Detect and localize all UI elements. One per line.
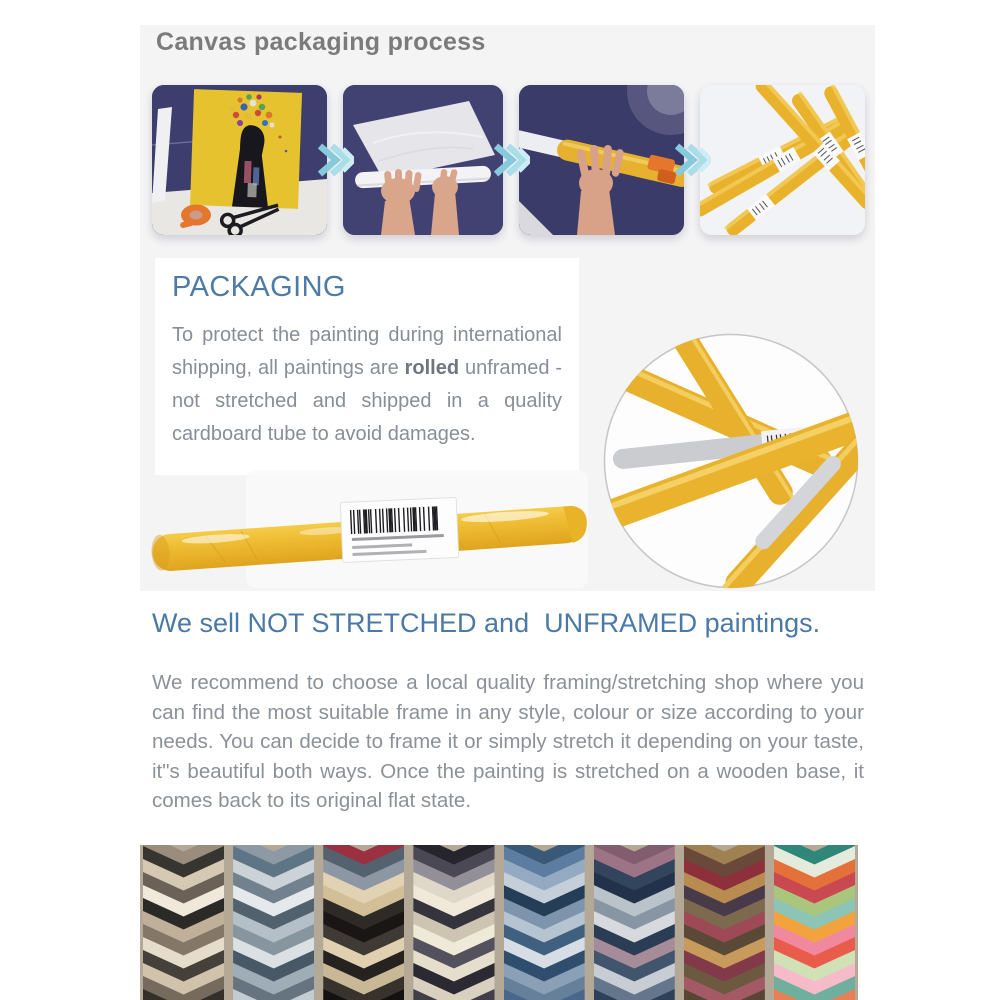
- rolled-tubes-circle-photo: [602, 332, 860, 590]
- taping-tube-illustration: [519, 85, 684, 235]
- process-steps-row: [152, 84, 865, 236]
- process-photo-4: [700, 85, 865, 235]
- sell-heading: We sell NOT STRETCHED and UNFRAMED paintings.: [152, 608, 821, 638]
- frame-corner-column: [413, 845, 494, 1000]
- wrapped-tubes-illustration: [700, 85, 865, 235]
- packaging-body: To protect the painting during international shipping, all paintings are rolled unframed - not stretched and shipped in a quality cardboard tube to avoid damages.: [172, 324, 562, 445]
- rolling-paper-illustration: [343, 85, 503, 235]
- chevron-right-icon: [503, 137, 519, 183]
- process-photo-1: [152, 85, 327, 235]
- rolled-tube-photo: [146, 468, 594, 592]
- process-photo-2: [343, 85, 503, 235]
- frame-corner-column: [323, 845, 404, 1000]
- frame-corner-column: [594, 845, 675, 1000]
- painting-scissors-illustration: [152, 85, 327, 235]
- packaging-card: [155, 258, 579, 475]
- framing-recommendation-paragraph: We recommend to choose a local quality framing/stretching shop where you can find the most suitable frame in any style, colour or size according to your needs. You can decide to frame it or simply stretch it depending on your taste, it"s beautiful both ways. Once the painting is stretched on a wooden base, it comes back to its original flat state.: [152, 671, 864, 812]
- chevron-right-icon: [327, 137, 343, 183]
- frame-corner-samples-photo: [140, 845, 858, 1000]
- frame-corner-column: [504, 845, 585, 1000]
- barcode-label: [340, 497, 459, 562]
- rolled-bold-word: rolled: [404, 357, 460, 379]
- frame-corner-column: [684, 845, 765, 1000]
- process-photo-3: [519, 85, 684, 235]
- frame-corner-column: [233, 845, 314, 1000]
- chevron-right-icon: [684, 137, 700, 183]
- frame-corner-column: [774, 845, 855, 1000]
- section-title: Canvas packaging process: [156, 28, 486, 56]
- frame-corner-column: [143, 845, 224, 1000]
- packaging-heading: PACKAGING: [172, 271, 346, 303]
